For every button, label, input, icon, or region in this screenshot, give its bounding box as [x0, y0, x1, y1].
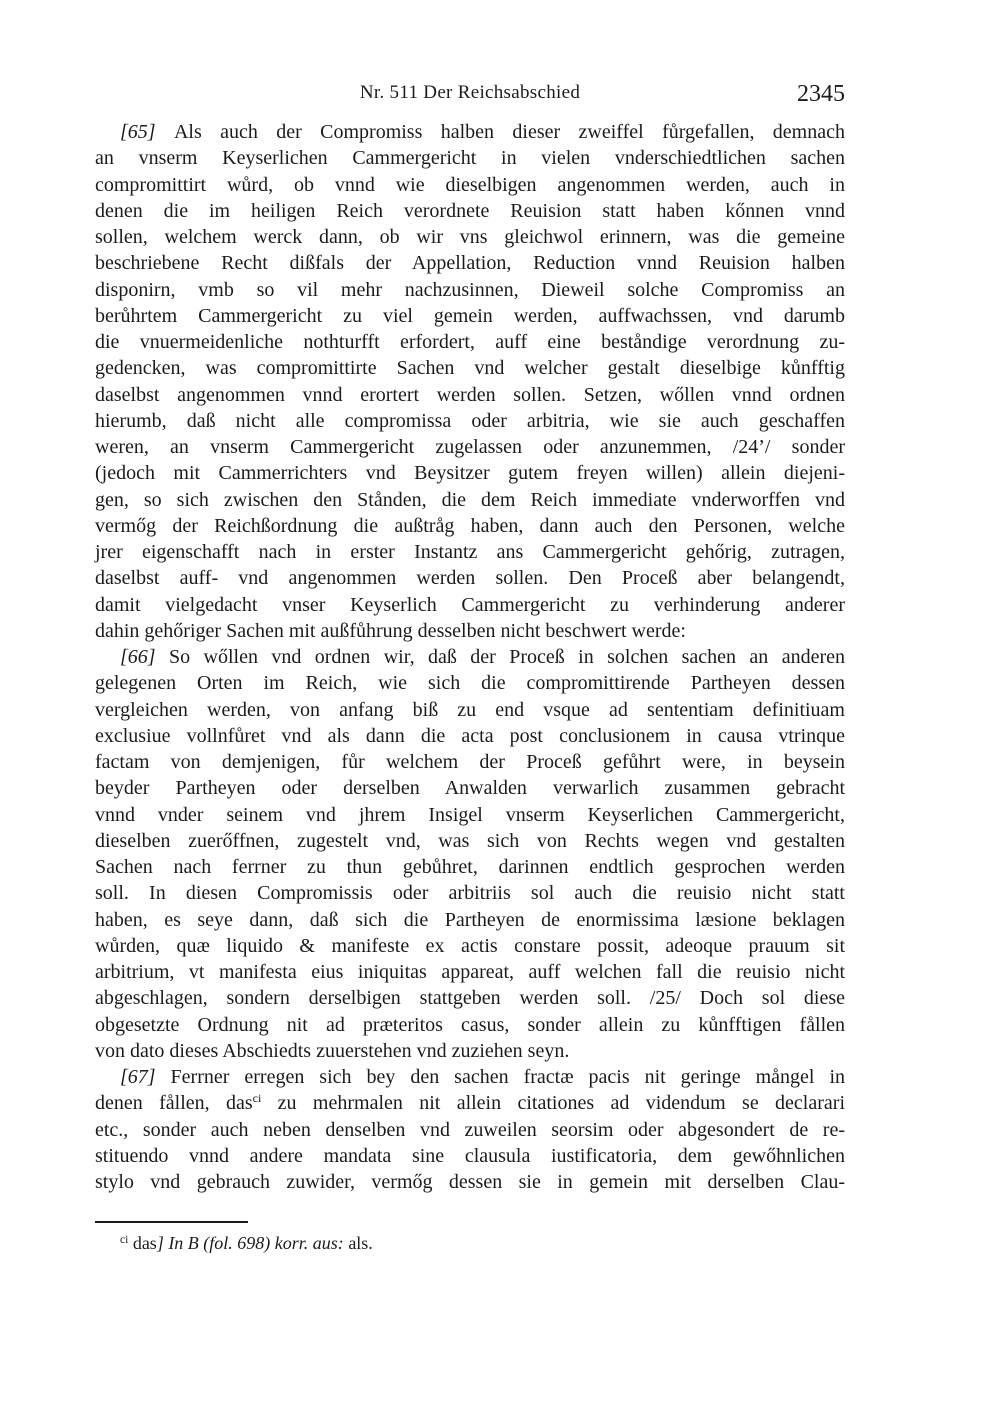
text-segment: an vnserm Keyserlichen Cammergericht in vielen vnderschiedtlichen sachen — [95, 147, 845, 170]
text-segment: abgeschlagen, sondern derselbigen stattgeben werden soll. /25/ Doch sol diese — [95, 987, 845, 1010]
text-line — [95, 277, 845, 303]
text-line — [95, 303, 845, 329]
text-segment: stylo vnd gebrauch zuwider, vermőg dessen sie in gemein mit derselben Clau- — [95, 1171, 845, 1193]
text-line — [95, 329, 845, 355]
text-line — [95, 119, 845, 145]
paragraph — [95, 1064, 845, 1195]
text-segment: denen die im heiligen Reich verordnete Reuision statt haben kőnnen vnnd — [95, 199, 845, 222]
text-line — [95, 224, 845, 250]
text-line — [95, 749, 845, 775]
text-segment: compromittirt wůrd, ob vnnd wie dieselbigen angenommen werden, auch in — [95, 173, 845, 196]
text-segment: Als auch der Compromiss halben dieser zweiffel fůrgefallen, demnach — [173, 121, 845, 143]
running-head-title: Nr. 511 Der Reichsabschied — [359, 82, 581, 103]
text-segment: beschriebene Recht dißfals der Appellation, Reduction vnnd Reuision halben — [95, 252, 845, 275]
text-segment: ] In B (fol. 698) korr. aus: — [156, 1233, 344, 1253]
text-segment: obgesetzte Ordnung nit ad præteritos casus, sonder allein zu kůnfftigen fållen — [95, 1013, 845, 1036]
text-segment: gelegenen Orten im Reich, wie sich die compromittirende Partheyen dessen — [95, 672, 845, 695]
text-segment: beyder Partheyen oder derselben Anwalden verwarlich zusammen gebracht — [95, 777, 845, 800]
text-segment: arbitrium, vt manifesta eius iniquitas appareat, auff welchen fall die reuisio nicht — [95, 961, 845, 983]
text-segment: jrer eigenschafft nach in erster Instantz ans Cammergericht gehőrig, zutragen, — [95, 541, 845, 563]
text-line — [95, 382, 845, 408]
text-segment: haben, es seye dann, daß sich die Partheyen de enormissima læsione beklagen — [95, 908, 845, 931]
text-line — [95, 1064, 845, 1090]
footnote-marker: ci — [252, 1091, 262, 1106]
footnote-text — [95, 1231, 845, 1255]
text-line — [95, 539, 845, 565]
paragraph — [95, 119, 845, 644]
text-segment: damit vielgedacht vnser Keyserlich Cammergericht zu verhinderung anderer — [95, 593, 845, 616]
text-line — [95, 959, 845, 985]
text-segment: gen, so sich zwischen den Stånden, die dem Reich immediate vnderworffen vnd — [95, 488, 845, 511]
text-segment: stituendo vnnd andere mandata sine clausula iustificatoria, dem gewőhnlichen — [95, 1144, 845, 1167]
text-line — [95, 723, 845, 749]
text-segment: [66] — [120, 646, 169, 668]
text-segment: Sachen nach ferrner zu thun gebůhret, darinnen endtlich gesprochen werden — [95, 856, 845, 878]
text-segment: gedencken, was compromittirte Sachen vnd welcher gestalt dieselbige kůnfftig — [95, 357, 845, 380]
text-line — [95, 933, 845, 959]
text-segment: [67] — [120, 1066, 171, 1088]
text-line — [95, 1090, 845, 1116]
text-line — [95, 670, 845, 696]
text-segment: Ferrner erregen sich bey den sachen fractæ pacis nit geringe mångel in — [170, 1066, 845, 1088]
text-line — [95, 592, 845, 618]
text-line — [95, 985, 845, 1011]
text-line — [95, 1169, 845, 1195]
text-line — [95, 172, 845, 198]
text-segment: vermőg der Reichßordnung die außtråg haben, dann auch den Personen, welche — [95, 514, 845, 537]
text-line — [95, 460, 845, 486]
text-segment: berůhrtem Cammergericht zu viel gemein werden, auffwachssen, vnd darumb — [95, 304, 845, 327]
text-line — [95, 880, 845, 906]
text-line — [95, 697, 845, 723]
text-segment: sollen, welchem werck dann, ob wir vns gleichwol erinnern, was die gemeine — [95, 226, 845, 248]
text-line — [95, 644, 845, 670]
text-line — [95, 907, 845, 933]
text-line — [95, 618, 845, 644]
text-line — [95, 434, 845, 460]
text-segment: daselbst auff- vnd angenommen werden sollen. Den Proceß aber belangendt, — [95, 567, 845, 590]
text-segment: [65] — [120, 121, 174, 143]
text-segment: (jedoch mit Cammerrichters vnd Beysitzer gutem freyen willen) allein diejeni- — [95, 462, 845, 485]
running-header — [95, 80, 845, 106]
text-line — [95, 828, 845, 854]
text-line — [95, 775, 845, 801]
text-segment: hierumb, daß nicht alle compromissa oder arbitria, wie sie auch geschaffen — [95, 409, 845, 432]
text-line — [95, 1038, 845, 1064]
text-line — [95, 1117, 845, 1143]
text-segment: soll. In diesen Compromissis oder arbitriis sol auch die reuisio nicht statt — [95, 882, 845, 905]
text-segment: weren, an vnserm Cammergericht zugelassen oder anzunemmen, /24’/ sonder — [95, 436, 845, 458]
text-line — [95, 487, 845, 513]
page-number: 2345 — [797, 81, 845, 107]
text-line — [95, 355, 845, 381]
text-line — [95, 802, 845, 828]
text-segment: daselbst angenommen vnnd erortert werden sollen. Setzen, wőllen vnnd ordnen — [95, 383, 845, 406]
text-segment: vnnd vnder seinem vnd jhrem Insigel vnserm Keyserlichen Cammergericht, — [95, 803, 845, 826]
text-line — [95, 408, 845, 434]
text-line — [95, 1012, 845, 1038]
text-segment: zu mehrmalen nit allein citationes ad videndum se declarari — [261, 1092, 845, 1115]
text-block — [95, 119, 845, 1195]
text-segment: dahin gehőriger Sachen mit außfůhrung desselben nicht beschwert werde: — [95, 619, 686, 642]
text-segment: von dato dieses Abschiedts zuuerstehen vnd zuziehen seyn. — [95, 1039, 570, 1062]
text-segment: die vnuermeidenliche nothturfft erfordert, auff eine beståndige verordnung zu- — [95, 331, 845, 353]
text-line — [95, 250, 845, 276]
text-line — [95, 198, 845, 224]
footnote-separator-rule — [95, 1221, 248, 1223]
text-line — [95, 854, 845, 880]
text-segment: So wőllen vnd ordnen wir, daß der Proceß in solchen sachen an anderen — [168, 646, 845, 668]
text-line — [95, 1143, 845, 1169]
text-segment: disponirn, vmb so vil mehr nachzusinnen, Dieweil solche Compromiss an — [95, 278, 845, 301]
text-segment: factam von demjenigen, fůr welchem der Proceß gefůhrt were, in beysein — [95, 751, 845, 773]
text-segment: das — [128, 1233, 157, 1253]
footnote-marker: ci — [120, 1234, 129, 1246]
text-segment: vergleichen werden, von anfang biß zu end vsque ad sententiam definitiuam — [95, 698, 845, 721]
text-segment: wůrden, quæ liquido & manifeste ex actis constare possit, adeoque prauum sit — [95, 934, 845, 957]
text-segment: denen fållen, das — [95, 1092, 253, 1115]
text-segment: exclusiue vollnfůret vnd als dann die acta post conclusionem in causa vtrinque — [95, 724, 845, 747]
text-line — [95, 513, 845, 539]
text-line — [95, 145, 845, 171]
paragraph — [95, 644, 845, 1064]
text-segment: als. — [343, 1233, 373, 1253]
text-segment: etc., sonder auch neben denselben vnd zuweilen seorsim oder abgesondert de re- — [95, 1118, 845, 1141]
text-line — [95, 565, 845, 591]
text-segment: dieselben zuerőffnen, zugestelt vnd, was sich von Rechts wegen vnd gestalten — [95, 829, 845, 852]
